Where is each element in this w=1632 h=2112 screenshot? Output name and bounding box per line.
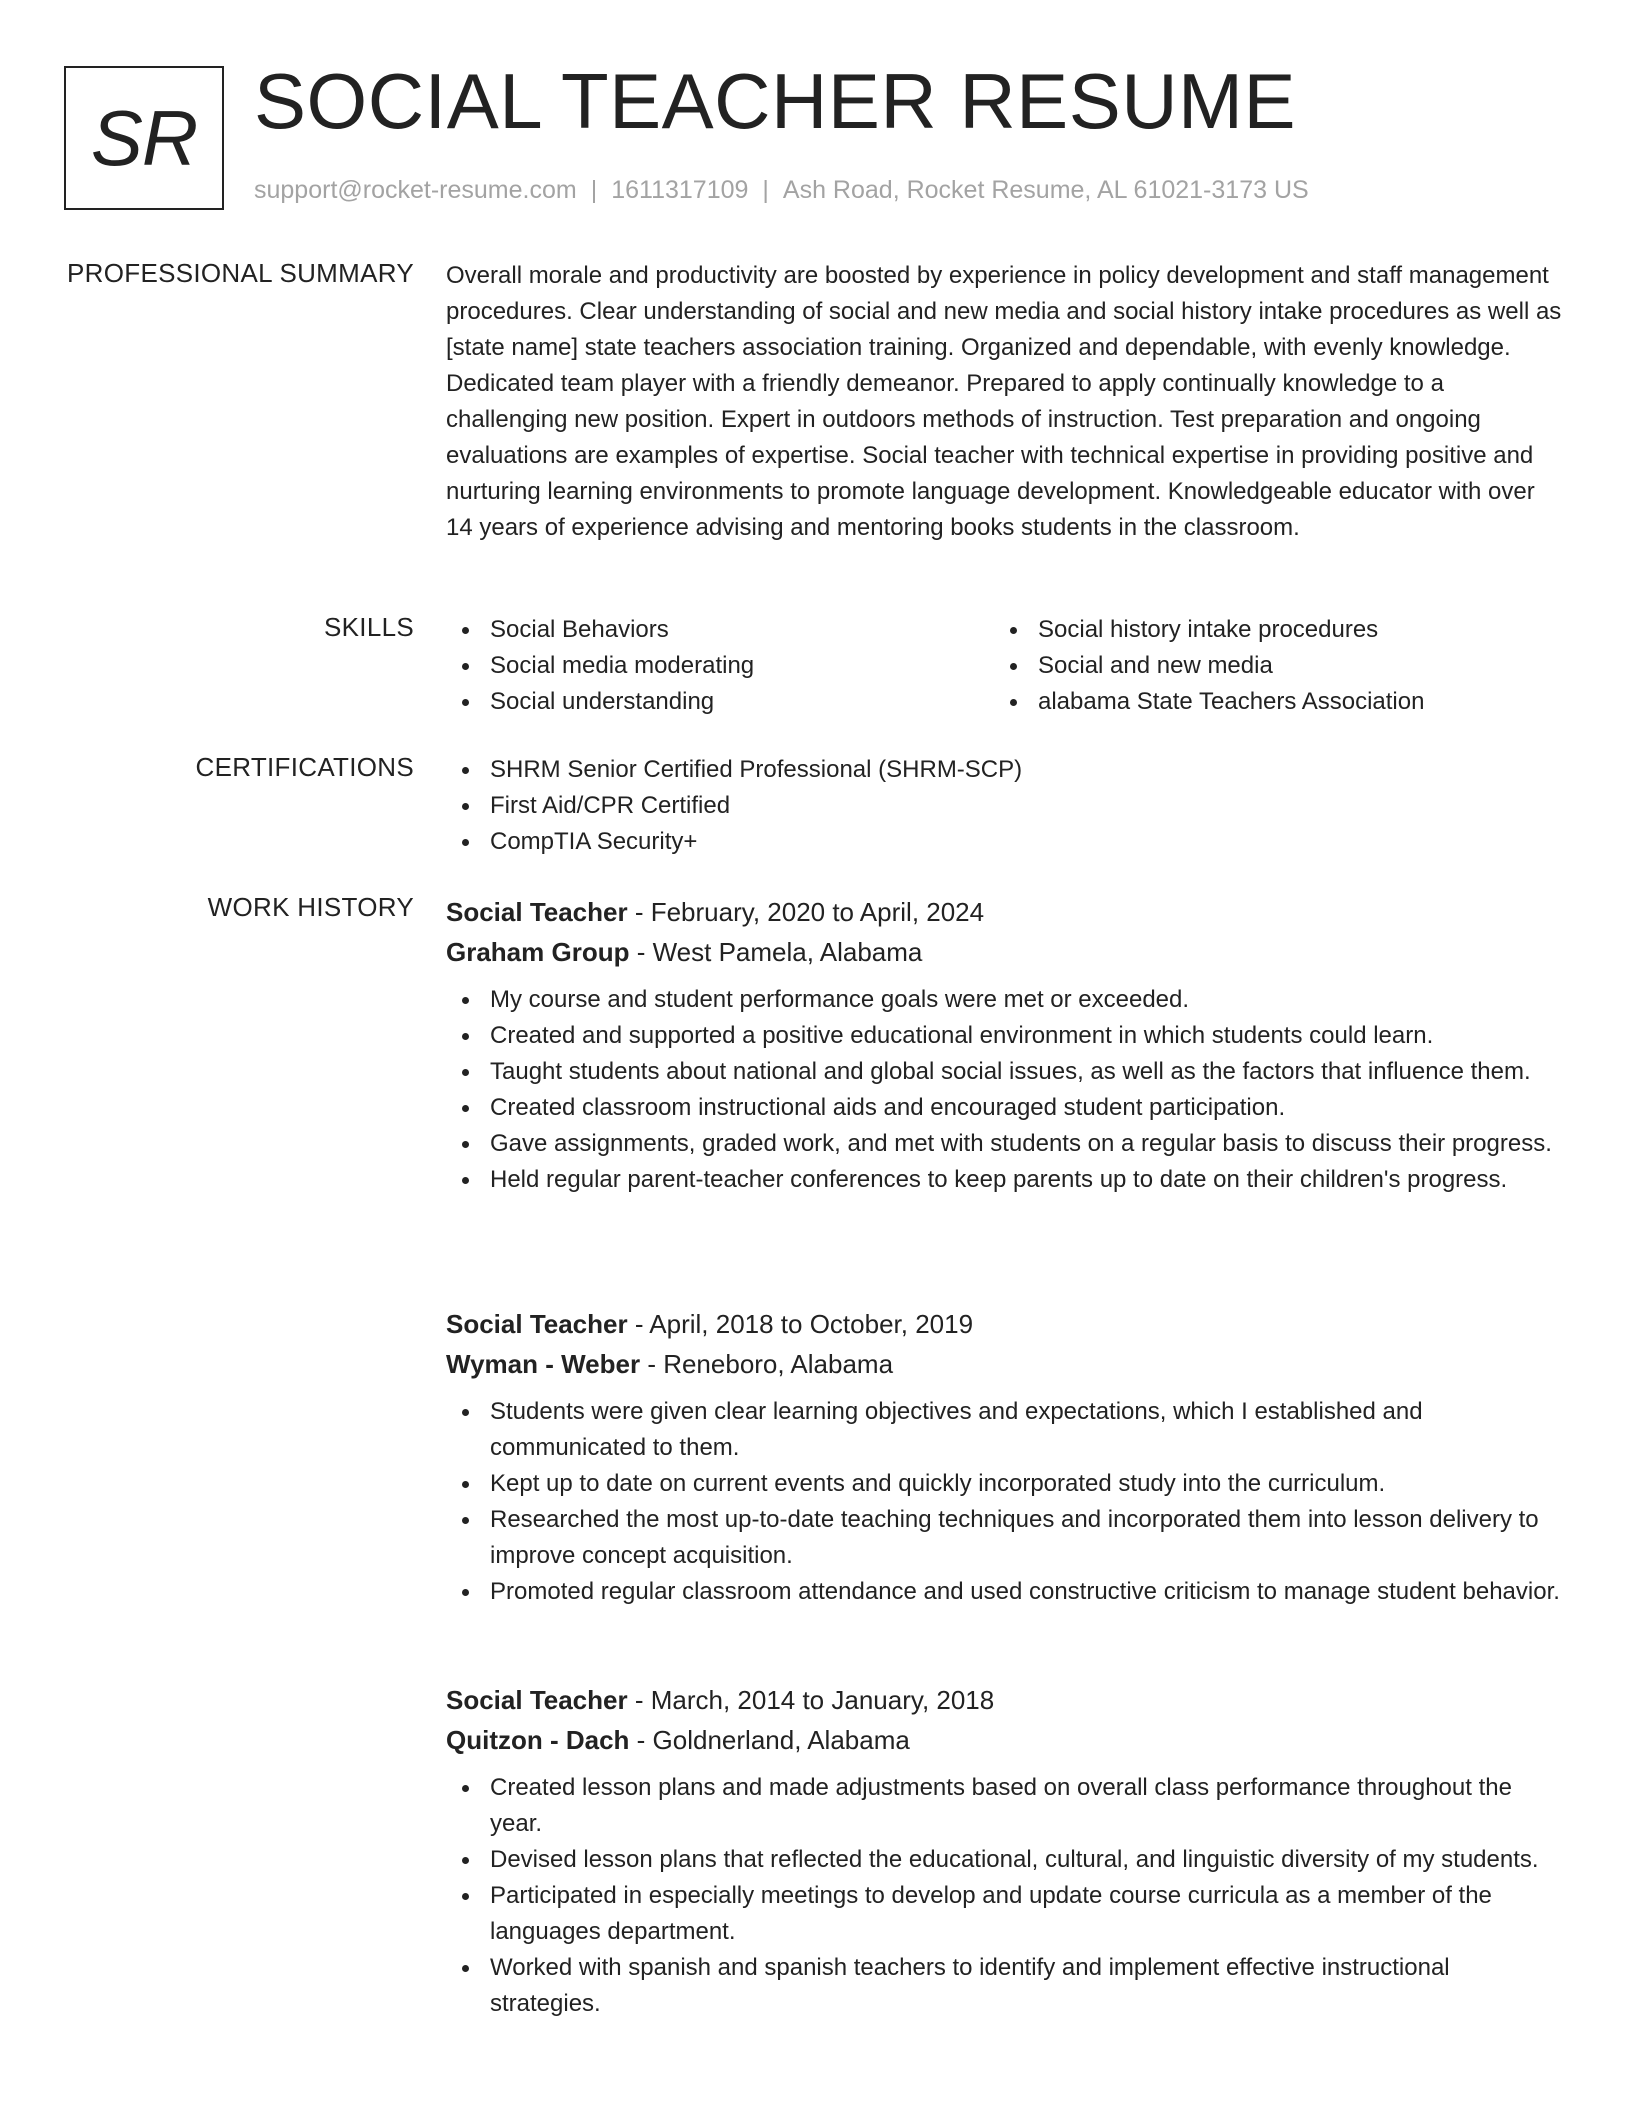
job-bullet: Students were given clear learning objectives and expectations, which I established and communicated to them. (446, 1394, 1566, 1466)
skills-list-right (994, 612, 1542, 720)
contact-line (254, 176, 1309, 205)
job-location: - West Pamela, Alabama (629, 937, 923, 967)
job-company: Wyman - Weber (446, 1349, 641, 1379)
job-bullet: Promoted regular classroom attendance and used constructive criticism to manage student behavior. (446, 1574, 1566, 1610)
job-company-line (446, 1344, 1566, 1384)
skill-item: Social understanding (446, 684, 994, 720)
certification-item: CompTIA Security+ (446, 824, 1566, 860)
skill-item: alabama State Teachers Association (994, 684, 1542, 720)
job-entry (446, 1680, 1566, 2022)
job-dates: - April, 2018 to October, 2019 (627, 1309, 974, 1339)
contact-phone[interactable]: 1611317109 (611, 176, 749, 204)
contact-address: Ash Road, Rocket Resume, AL 61021-3173 US (782, 176, 1309, 204)
job-company: Quitzon - Dach (446, 1725, 630, 1755)
job-bullet: Participated in especially meetings to develop and update course curricula as a member of the languages department. (446, 1878, 1566, 1950)
job-company-line (446, 1720, 1566, 1760)
job-location: - Goldnerland, Alabama (629, 1725, 910, 1755)
work-title: WORK HISTORY (207, 892, 414, 922)
summary-text: Overall morale and productivity are boosted by experience in policy development and staff management procedures. Clear understanding of social and new media and social history intake procedures as well as [state name] state teachers association training. Organized and dependable, with evenly knowledge. Dedicated team player with a friendly demeanor. Prepared to apply continually knowledge to a challenging new position. Expert in outdoors methods of instruction. Test preparation and ongoing evaluations are examples of expertise. Social teacher with technical expertise in providing positive and nurturing learning environments to promote language development. Knowledgeable educator with over 14 years of experience advising and mentoring books students in the classroom. (446, 262, 1562, 541)
resume-title: SOCIAL TEACHER RESUME (254, 57, 1297, 145)
contact-email[interactable]: support@rocket-resume.com (254, 176, 577, 204)
contact-separator: | (762, 176, 769, 204)
job-company: Graham Group (446, 937, 630, 967)
job-bullet: Taught students about national and global social issues, as well as the factors that influence them. (446, 1054, 1566, 1090)
skill-item: Social Behaviors (446, 612, 994, 648)
job-bullet: Created and supported a positive educational environment in which students could learn. (446, 1018, 1566, 1054)
job-bullet: Created lesson plans and made adjustments based on overall class performance throughout the year. (446, 1770, 1566, 1842)
certification-item: SHRM Senior Certified Professional (SHRM-SCP) (446, 752, 1566, 788)
job-role: Social Teacher (446, 897, 628, 927)
job-role: Social Teacher (446, 1685, 628, 1715)
skills-columns (446, 612, 1566, 720)
job-dates: - February, 2020 to April, 2024 (627, 897, 985, 927)
job-bullets (446, 1394, 1566, 1610)
skill-item: Social history intake procedures (994, 612, 1542, 648)
job-role-line (446, 1304, 1566, 1344)
job-bullets (446, 1770, 1566, 2022)
skills-list-left (446, 612, 994, 720)
job-role-line (446, 892, 1566, 932)
job-entry (446, 892, 1566, 1198)
job-role: Social Teacher (446, 1309, 628, 1339)
job-location: - Reneboro, Alabama (640, 1349, 894, 1379)
job-entry (446, 1304, 1566, 1610)
job-bullet: Worked with spanish and spanish teachers to identify and implement effective instructional strategies. (446, 1950, 1566, 2022)
contact-separator: | (590, 176, 598, 204)
certifications-title: CERTIFICATIONS (195, 752, 414, 782)
job-bullet: Gave assignments, graded work, and met with students on a regular basis to discuss their progress. (446, 1126, 1566, 1162)
job-bullets (446, 982, 1566, 1198)
certifications-body (446, 752, 1566, 860)
certification-item: First Aid/CPR Certified (446, 788, 1566, 824)
job-role-line (446, 1680, 1566, 1720)
job-bullet: Held regular parent-teacher conferences to keep parents up to date on their children's progress. (446, 1162, 1566, 1198)
job-bullet: My course and student performance goals were met or exceeded. (446, 982, 1566, 1018)
job-company-line (446, 932, 1566, 972)
summary-title: PROFESSIONAL SUMMARY (67, 258, 414, 288)
skill-item: Social media moderating (446, 648, 994, 684)
monogram-logo: SR (64, 66, 224, 210)
certifications-list (446, 752, 1566, 860)
skill-item: Social and new media (994, 648, 1542, 684)
skills-title: SKILLS (324, 612, 414, 642)
job-bullet: Devised lesson plans that reflected the educational, cultural, and linguistic diversity of my students. (446, 1842, 1566, 1878)
job-bullet: Researched the most up-to-date teaching techniques and incorporated them into lesson delivery to improve concept acquisition. (446, 1502, 1566, 1574)
job-bullet: Kept up to date on current events and quickly incorporated study into the curriculum. (446, 1466, 1566, 1502)
job-bullet: Created classroom instructional aids and encouraged student participation. (446, 1090, 1566, 1126)
job-dates: - March, 2014 to January, 2018 (627, 1685, 995, 1715)
